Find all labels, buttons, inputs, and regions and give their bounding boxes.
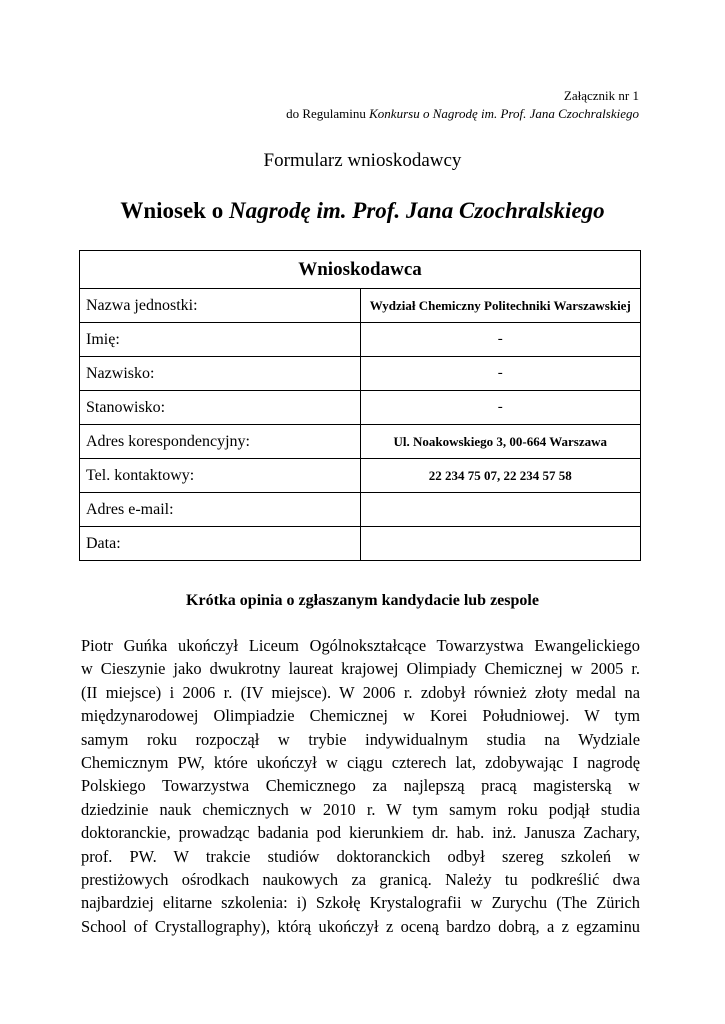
table-row bbox=[80, 425, 641, 459]
opinion-line: samym roku rozpoczął w trybie indywidualnym studia na Wydziale bbox=[81, 729, 640, 749]
opinion-line: dziedzinie nauk chemicznych w 2010 r. W tym samym roku podjął studia bbox=[81, 799, 640, 819]
opinion-line: w Cieszynie jako dwukrotny laureat krajowej Olimpiady Chemicznej w 2005 r. bbox=[81, 659, 640, 679]
opinion-body bbox=[81, 634, 640, 938]
opinion-heading: Krótka opinia o zgłaszanym kandydacie lub zespole bbox=[186, 592, 539, 609]
table-row bbox=[80, 323, 641, 357]
table-row bbox=[80, 289, 641, 323]
document-title bbox=[0, 198, 725, 224]
row-value-address: Ul. Noakowskiego 3, 00-664 Warszawa bbox=[360, 425, 641, 459]
opinion-line: School of Crystallography), którą ukończył z oceną bardzo dobrą, a z egzaminu bbox=[81, 916, 640, 936]
applicant-table-heading: Wnioskodawca bbox=[80, 251, 641, 289]
row-label-phone: Tel. kontaktowy: bbox=[80, 459, 361, 493]
attachment-number: Załącznik nr 1 bbox=[563, 88, 639, 103]
opinion-line: Polskiego Towarzystwa Chemicznego za najlepszą pracą magisterską w bbox=[81, 776, 640, 796]
row-label-last-name: Nazwisko: bbox=[80, 357, 361, 391]
form-subtitle: Formularz wnioskodawcy bbox=[263, 150, 462, 171]
row-value-email bbox=[360, 493, 641, 527]
row-label-email: Adres e-mail: bbox=[80, 493, 361, 527]
row-value-unit-name: Wydział Chemiczny Politechniki Warszawskiej bbox=[360, 289, 641, 323]
opinion-line: Chemicznym PW, które ukończył w ciągu czterech lat, zdobywając I nagrodę bbox=[81, 753, 640, 773]
opinion-line: międzynarodowej Olimpiadzie Chemicznej w Korei Południowej. W tym bbox=[81, 706, 640, 726]
table-row bbox=[80, 391, 641, 425]
row-label-position: Stanowisko: bbox=[80, 391, 361, 425]
title-award-name: Nagrodę im. Prof. Jana Czochralskiego bbox=[228, 198, 605, 223]
opinion-line: Piotr Guńka ukończył Liceum Ogólnokształcące Towarzystwa Ewangelickiego bbox=[81, 636, 640, 655]
title-prefix: Wniosek o bbox=[120, 198, 229, 223]
applicant-table bbox=[79, 250, 641, 561]
row-value-last-name: - bbox=[360, 357, 641, 391]
row-value-phone: 22 234 75 07, 22 234 57 58 bbox=[360, 459, 641, 493]
row-label-first-name: Imię: bbox=[80, 323, 361, 357]
table-row bbox=[80, 493, 641, 527]
row-label-date: Data: bbox=[80, 527, 361, 561]
table-row bbox=[80, 527, 641, 561]
table-row bbox=[80, 459, 641, 493]
attachment-regulation-reference bbox=[286, 104, 639, 123]
row-value-first-name: - bbox=[360, 323, 641, 357]
opinion-line: (II miejsce) i 2006 r. (IV miejsce). W 2006 r. zdobył również złoty medal na bbox=[81, 682, 640, 702]
opinion-line: prestiżowych ośrodkach naukowych za granicą. Należy tu podkreślić dwa bbox=[81, 870, 640, 890]
attachment-contest-name: Konkursu o Nagrodę im. Prof. Jana Czochralskiego bbox=[369, 106, 639, 121]
row-label-address: Adres korespondencyjny: bbox=[80, 425, 361, 459]
row-label-unit-name: Nazwa jednostki: bbox=[80, 289, 361, 323]
attachment-regulation-prefix: do Regulaminu bbox=[286, 106, 370, 121]
opinion-line: najbardziej elitarne szkolenia: i) Szkołę Krystalografii w Zurychu (The Zürich bbox=[81, 893, 640, 913]
opinion-line: doktoranckie, prowadząc badania pod kierunkiem dr. hab. inż. Janusza Zachary, bbox=[81, 823, 640, 843]
row-value-date bbox=[360, 527, 641, 561]
row-value-position: - bbox=[360, 391, 641, 425]
table-row bbox=[80, 357, 641, 391]
opinion-line: prof. PW. W trakcie studiów doktoranckich odbył szereg szkoleń w bbox=[81, 846, 640, 866]
